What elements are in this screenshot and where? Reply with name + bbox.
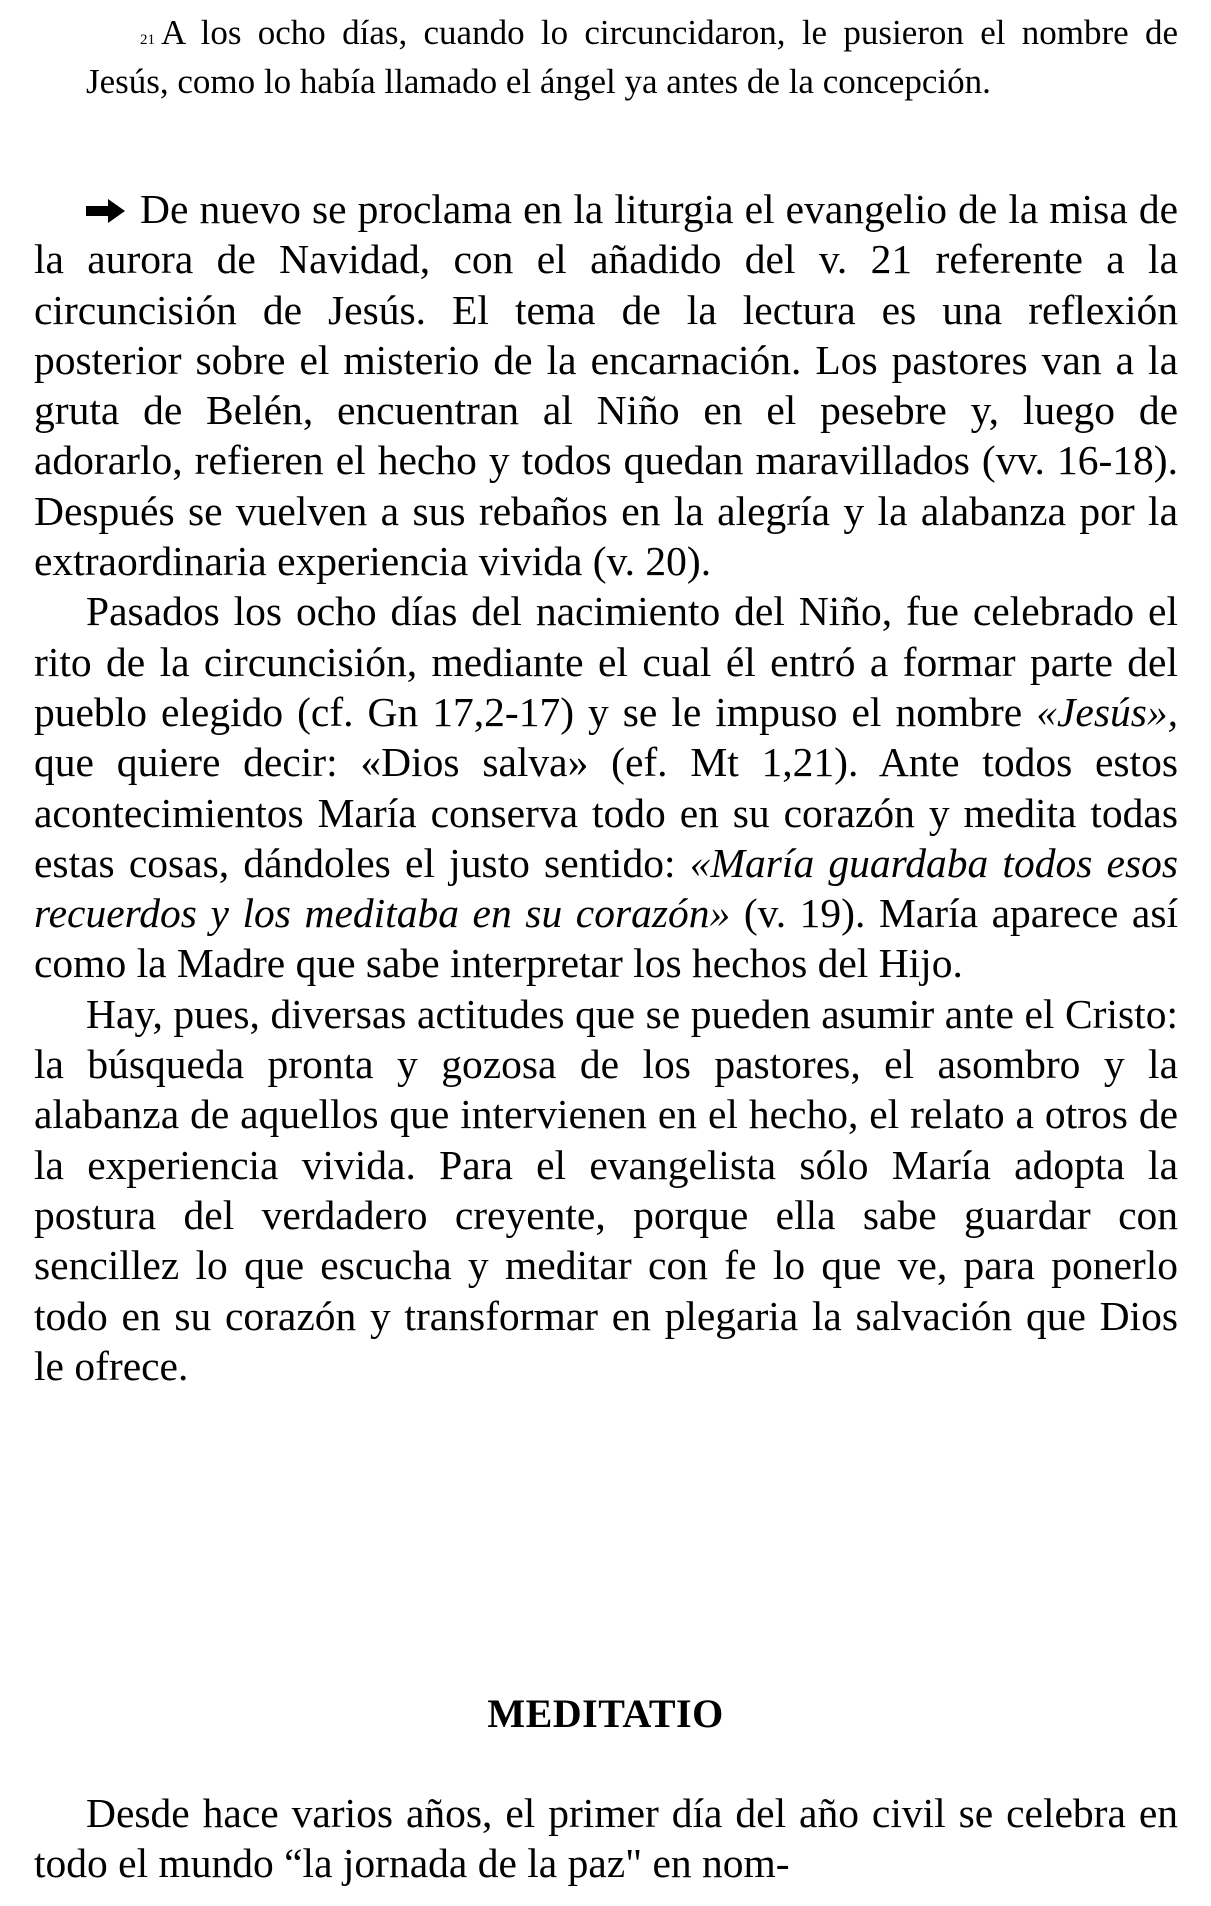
verse-text: A los ocho días, cuando lo circuncidaron, le pusieron el nombre de Jesús, como lo había llamado el ángel ya antes de la concepción. <box>86 13 1178 101</box>
scripture-verse <box>86 12 1178 103</box>
commentary-paragraph-3 <box>34 989 1178 1391</box>
section-heading: MEDITATIO <box>487 1691 724 1736</box>
maria-quote-italic: «María guardaba todos esos recuerdos y los meditaba en su corazón» <box>34 839 1179 937</box>
commentary-text-3: Hay, pues, diversas actitudes que se pueden asumir ante el Cristo: la búsqueda pronta y gozosa de los pastores, el asombro y la alabanza de aquellos que intervienen en el hecho, el relato a otros de la experiencia vivida. Para el evangelista sólo María adopta la postura del verdadero creyente, porque ella sabe guardar con sencillez lo que escucha y meditar con fe lo que ve, para ponerlo todo en su corazón y transformar en plegaria la salvación que Dios le ofrece. <box>34 990 1178 1389</box>
commentary-paragraph-1 <box>34 184 1178 586</box>
commentary-section <box>34 184 1178 1391</box>
commentary-text-2c: (v. 19). María aparece así como la Madre que sabe interpretar los hechos del Hijo. <box>34 890 1178 987</box>
commentary-text-2a: Pasados los ocho días del nacimiento del Niño, fue celebrado el rito de la circuncisión, mediante el cual él entró a formar parte del pueblo elegido (cf. Gn 17,2-17) y se le impuso el nombre <box>34 588 1178 735</box>
commentary-text-1: De nuevo se proclama en la liturgia el evangelio de la misa de la aurora de Navidad, con el añadido del v. 21 referente a la circuncisión de Jesús. El tema de la lectura es una reflexión posterior sobre el misterio de la encarnación. Los pastores van a la gruta de Belén, encuentran al Niño en el pesebre y, luego de adorarlo, refieren el hecho y todos quedan maravillados (vv. 16-18). Después se vuelven a sus rebaños en la alegría y la alabanza por la extraordinaria experiencia vivida (v. 20). <box>34 186 1178 585</box>
commentary-paragraph-2 <box>34 586 1178 988</box>
commentary-text-2b: que quiere decir: «Dios salva» (ef. Mt 1,21). Ante todos estos acontecimientos María conserva todo en su corazón y medita todas estas cosas, dándoles el justo sentido: <box>34 739 1178 886</box>
right-arrow-icon <box>86 198 126 224</box>
verse-number: 21 <box>140 32 155 48</box>
name-jesus-italic: «Jesús», <box>1036 688 1179 735</box>
meditatio-section <box>34 1788 1178 1889</box>
meditatio-paragraph: Desde hace varios años, el primer día del año civil se celebra en todo el mundo “la jornada de la paz" en nom- <box>34 1790 1178 1887</box>
